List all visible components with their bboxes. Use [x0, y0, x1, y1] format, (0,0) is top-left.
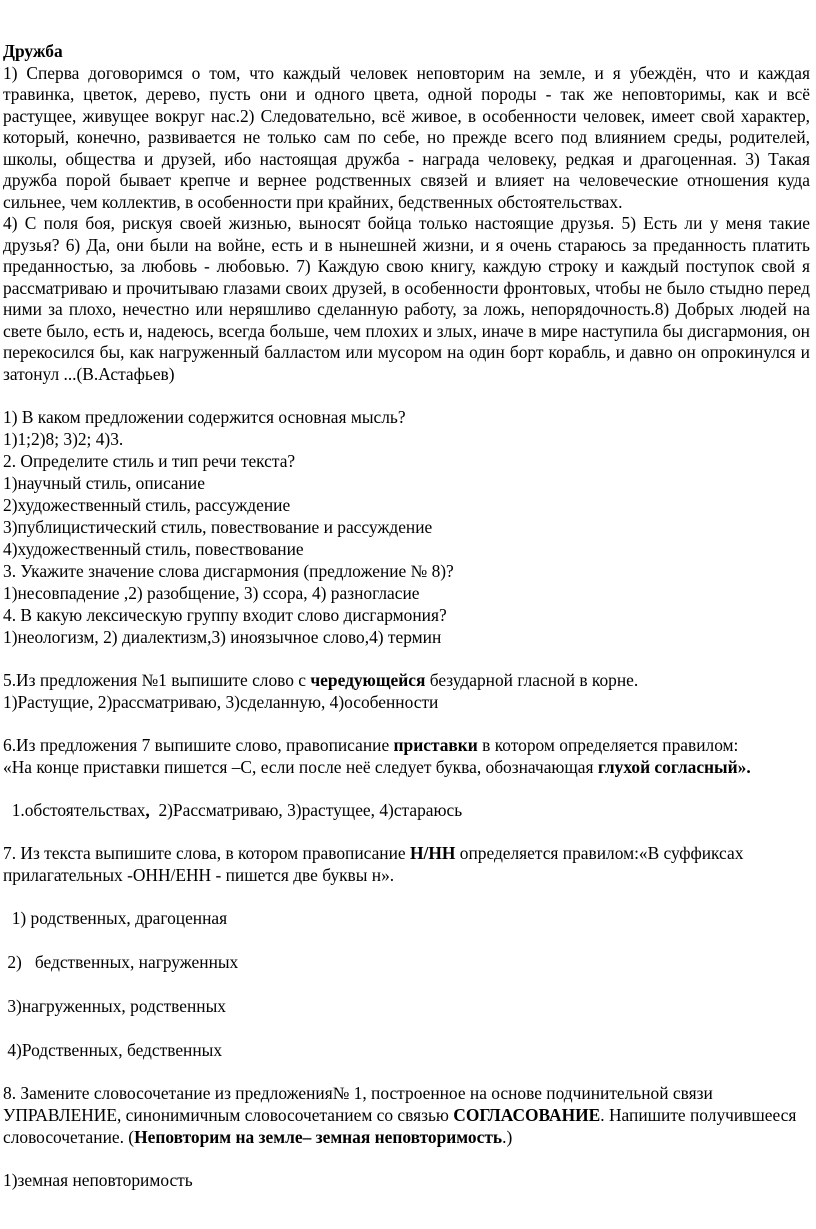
spacer	[0, 1148, 816, 1169]
question-5-text: 5.Из предложения №1 выпишите слово с	[3, 670, 311, 690]
question-7-option: 2) бедственных, нагруженных	[3, 952, 239, 972]
question-6-rule	[0, 756, 816, 778]
question-2-option: 2)художественный стиль, рассуждение	[3, 495, 291, 515]
question-8-emphasis: СОГЛАСОВАНИЕ	[453, 1105, 601, 1125]
question-6-rule-text: «На конце приставки пишется –С, если после неё следует буква, обозначающая	[3, 757, 598, 777]
question-5-options: 1)Растущие, 2)рассматриваю, 3)сделанную, 4)особенности	[3, 692, 439, 712]
question-8-text: . Напишите получившееся словосочетание. (	[3, 1105, 797, 1147]
question-2-option: 4)художественный стиль, повествование	[3, 539, 304, 559]
spacer	[0, 973, 816, 995]
question-6-options	[0, 799, 816, 821]
question-5-emphasis: чередующейся	[310, 670, 426, 690]
question-2: 2. Определите стиль и тип речи текста?	[3, 451, 296, 471]
question-6-comma: ,	[145, 800, 150, 820]
question-6	[0, 734, 816, 756]
spacer	[0, 821, 816, 842]
question-6-rule-emphasis: глухой согласный».	[597, 757, 751, 777]
question-7-text: определяется правилом:«В суффиксах прилагательных -ОНН/ЕНН - пишется две буквы н».	[3, 843, 744, 885]
question-2-option: 3)публицистический стиль, повествование и рассуждение	[3, 517, 433, 537]
question-1-options: 1)1;2)8; 3)2; 4)3.	[3, 429, 124, 449]
text-title: Дружба	[3, 41, 63, 61]
spacer	[0, 713, 816, 734]
question-4-options: 1)неологизм, 2) диалектизм,3) иноязычное слово,4) термин	[3, 627, 442, 647]
question-7-text: 7. Из текста выпишите слова, в котором правописание	[3, 843, 410, 863]
spacer	[0, 1061, 816, 1082]
question-3-options: 1)несовпадение ,2) разобщение, 3) ссора, 4) разногласие	[3, 583, 420, 603]
spacer	[0, 929, 816, 951]
question-7-emphasis: Н/НН	[409, 843, 456, 863]
question-8-text: .)	[502, 1127, 513, 1147]
question-6-options-rest: 2)Рассматриваю, 3)растущее, 4)стараюсь	[149, 800, 463, 820]
question-7-option: 4)Родственных, бедственных	[3, 1040, 223, 1060]
question-8-text: 8. Замените словосочетание из предложения№ 1, построенное на основе подчинительной связи УПРАВЛЕНИЕ, синонимичным словосочетанием со связью	[3, 1083, 713, 1125]
question-6-text: в котором определяется правилом:	[477, 735, 739, 755]
spacer	[0, 385, 816, 406]
question-1: 1) В каком предложении содержится основная мысль?	[3, 407, 406, 427]
question-7	[0, 842, 816, 886]
question-7-option: 1) родственных, драгоценная	[3, 908, 228, 928]
spacer	[0, 1017, 816, 1039]
paragraph-2: 4) С поля боя, рискуя своей жизнью, выносят бойца только настоящие друзья. 5) Есть ли у меня такие друзья? 6) Да, они были на войне, есть и в нынешней жизни, и я очень стараюсь за преданность платить преданностью, за любовь - любовью. 7) Каждую свою книгу, каждую строку и каждый поступок свой я рассматриваю и прочитываю глазами своих друзей, в особенности фронтовых, чтобы не было стыдно перед ними за плохо, нечестно или неряшливо сделанную работу, за ложь, непорядочность.8) Добрых людей на свете было, есть и, надеюсь, всегда больше, чем плохих и злых, иначе в мире наступила бы дисгармония, он перекосился бы, как нагруженный балластом или мусором на один борт корабль, и давно он опрокинулся и затонул ...(В.Астафьев)	[3, 213, 810, 384]
question-8-example: Неповторим на земле– земная неповторимость	[134, 1127, 503, 1147]
question-5	[0, 669, 816, 691]
question-8-answer: 1)земная неповторимость	[3, 1170, 193, 1190]
question-6-emphasis: приставки	[393, 735, 478, 755]
question-2-option: 1)научный стиль, описание	[3, 473, 205, 493]
spacer	[0, 648, 816, 669]
question-8	[0, 1082, 816, 1148]
paragraph-1: 1) Сперва договоримся о том, что каждый человек неповторим на земле, и я убеждён, что и каждая травинка, цветок, дерево, пусть они и одного цвета, одной породы - так же неповторимы, как и всё растущее, живущее вокруг нас.2) Следовательно, всё живое, в особенности человек, имеет свой характер, который, конечно, развивается не только сам по себе, но прежде всего под влиянием среды, родителей, школы, общества и друзей, ибо настоящая дружба - награда человеку, редкая и драгоценная. 3) Такая дружба порой бывает крепче и вернее родственных связей и влияет на человеческие отношения куда сильнее, чем коллектив, в особенности при крайних, бедственных обстоятельствах.	[3, 62, 810, 212]
spacer	[0, 778, 816, 799]
document-page	[0, 41, 816, 1191]
question-7-option: 3)нагруженных, родственных	[3, 996, 226, 1016]
question-3: 3. Укажите значение слова дисгармония (предложение № 8)?	[3, 561, 454, 581]
question-6-option-1: 1.обстоятельствах	[3, 800, 146, 820]
question-4: 4. В какую лексическую группу входит слово дисгармония?	[3, 605, 447, 625]
spacer	[0, 886, 816, 907]
question-5-text: безударной гласной в корне.	[425, 670, 639, 690]
question-6-text: 6.Из предложения 7 выпишите слово, правописание	[3, 735, 394, 755]
